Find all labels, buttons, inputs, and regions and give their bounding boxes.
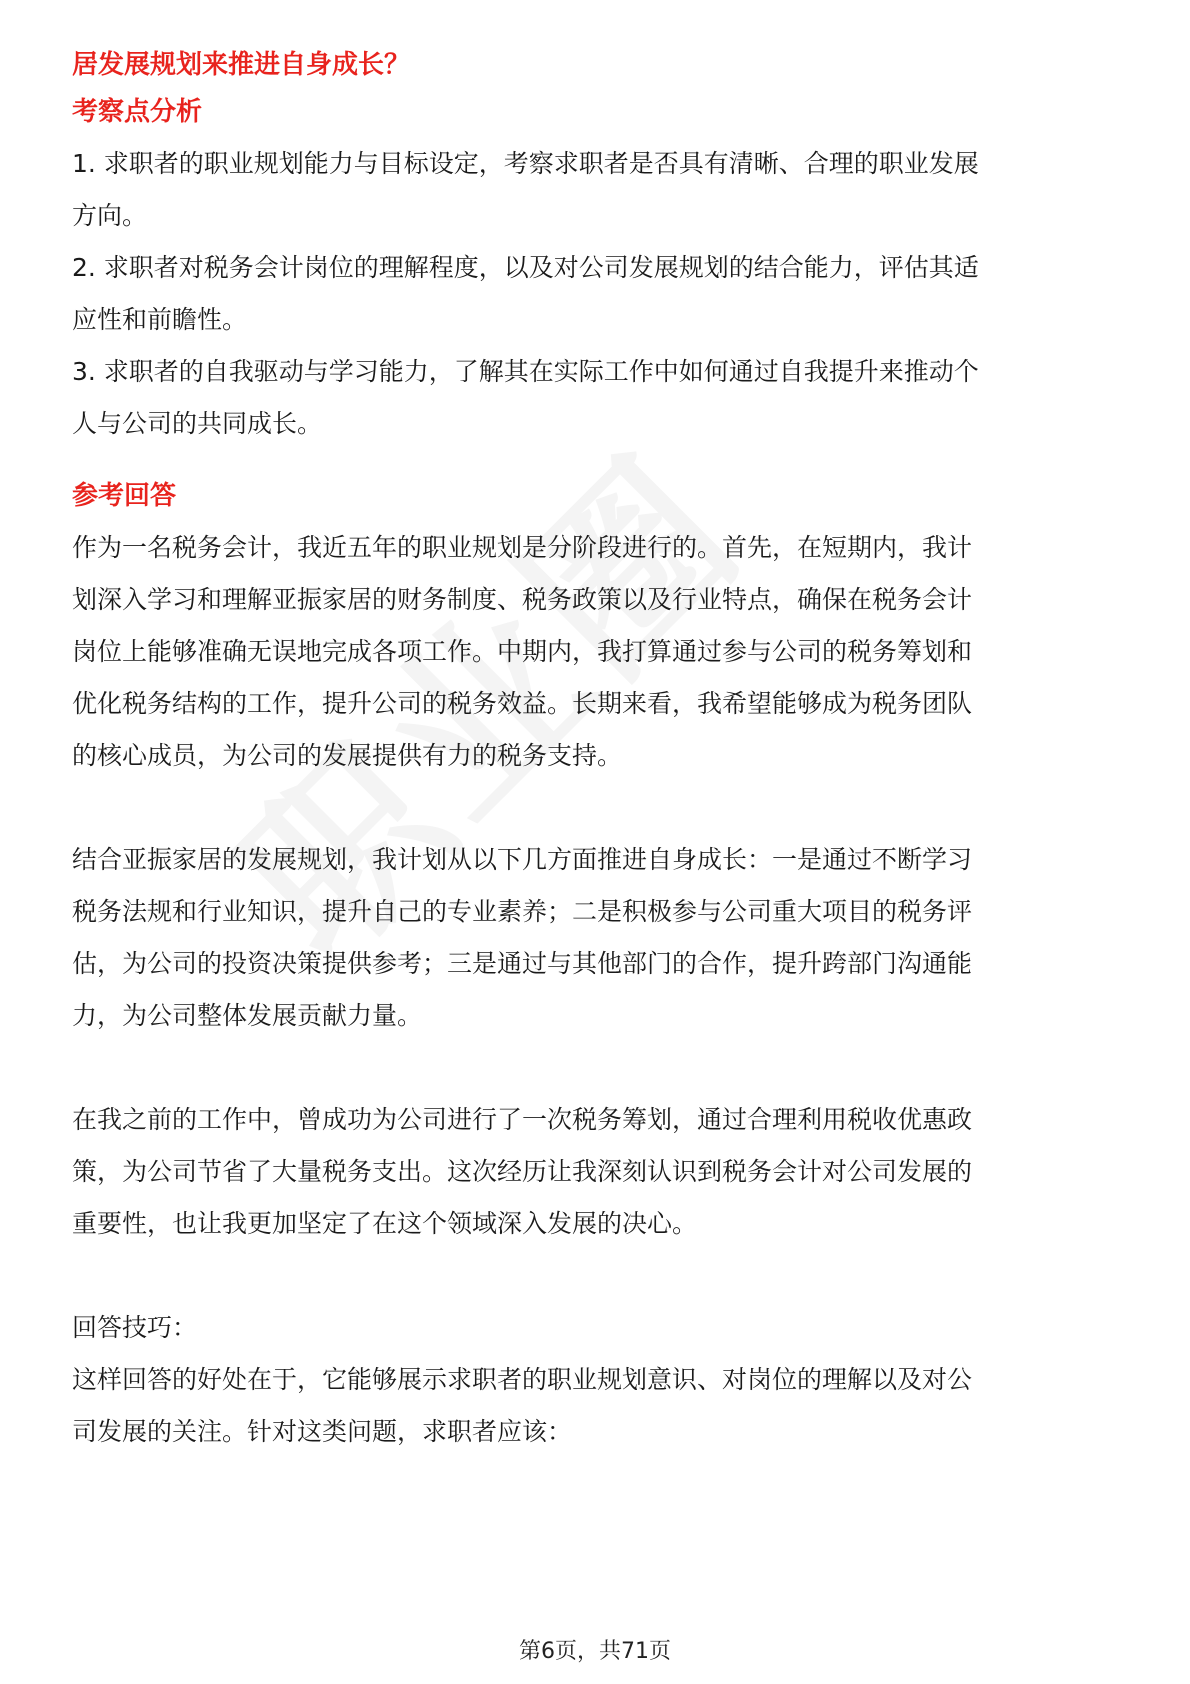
answer-heading: 参考回答 [72,481,177,511]
answer-p3-line-1: 在我之前的工作中，曾成功为公司进行了一次税务筹划，通过合理利用税收优惠政 [72,1105,973,1134]
answer-p2-line-3: 估，为公司的投资决策提供参考；三是通过与其他部门的合作，提升跨部门沟通能 [72,949,973,978]
tips-line-2: 司发展的关注。针对这类问题，求职者应该： [72,1417,573,1446]
answer-p1-line-1: 作为一名税务会计，我近五年的职业规划是分阶段进行的。首先，在短期内，我计 [72,533,973,562]
analysis-heading: 考察点分析 [72,97,203,127]
answer-p2-line-4: 力，为公司整体发展贡献力量。 [72,1001,423,1030]
analysis-point-2-line-2: 应性和前瞻性。 [72,305,248,334]
analysis-point-3-line-1: 3. 求职者的自我驱动与学习能力，了解其在实际工作中如何通过自我提升来推动个 [72,357,979,386]
answer-p3-line-3: 重要性，也让我更加坚定了在这个领域深入发展的决心。 [72,1209,698,1238]
answer-p2-line-1: 结合亚振家居的发展规划，我计划从以下几方面推进自身成长：一是通过不断学习 [72,845,973,874]
page-number-footer: 第6页，共71页 [519,1639,671,1664]
answer-p1-line-5: 的核心成员，为公司的发展提供有力的税务支持。 [72,741,623,770]
tips-line-1: 这样回答的好处在于，它能够展示求职者的职业规划意识、对岗位的理解以及对公 [72,1365,973,1394]
analysis-point-1-line-1: 1. 求职者的职业规划能力与目标设定，考察求职者是否具有清晰、合理的职业发展 [72,149,979,178]
answer-p1-line-2: 划深入学习和理解亚振家居的财务制度、税务政策以及行业特点，确保在税务会计 [72,585,973,614]
page-content [72,44,1122,1458]
question-tail: 居发展规划来推进自身成长？ [72,50,411,80]
answer-p3-line-2: 策，为公司节省了大量税务支出。这次经历让我深刻认识到税务会计对公司发展的 [72,1157,973,1186]
analysis-point-2-line-1: 2. 求职者对税务会计岗位的理解程度，以及对公司发展规划的结合能力，评估其适 [72,253,979,282]
answer-p1-line-4: 优化税务结构的工作，提升公司的税务效益。长期来看，我希望能够成为税务团队 [72,689,973,718]
tips-label: 回答技巧： [72,1313,198,1342]
analysis-point-1-line-2: 方向。 [72,201,148,230]
answer-p2-line-2: 税务法规和行业知识，提升自己的专业素养；二是积极参与公司重大项目的税务评 [72,897,973,926]
answer-p1-line-3: 岗位上能够准确无误地完成各项工作。中期内，我打算通过参与公司的税务筹划和 [72,637,973,666]
analysis-point-3-line-2: 人与公司的共同成长。 [72,409,323,438]
